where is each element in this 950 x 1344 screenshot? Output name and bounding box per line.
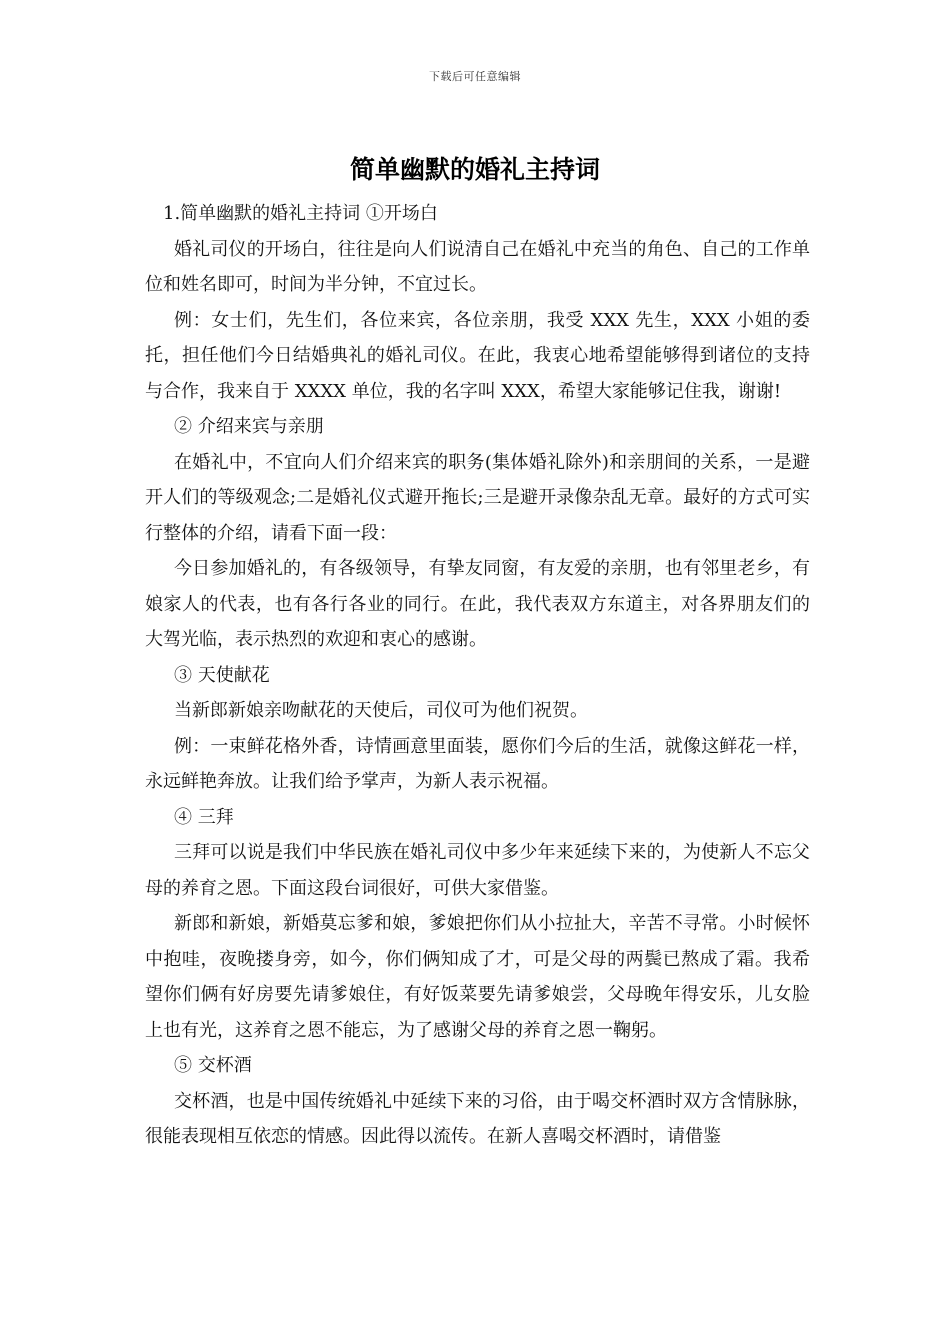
section-heading-flowers: ③ 天使献花 <box>174 664 270 686</box>
paragraph: 在婚礼中，不宜向人们介绍来宾的职务(集体婚礼除外)和亲朋间的关系，一是避开人们的等级观念;二是婚礼仪式避开拖长;三是避开录像杂乱无章。最好的方式可实行整体的介绍，请看下面一段： <box>145 451 810 544</box>
paragraph: 新郎和新娘，新婚莫忘爹和娘，爹娘把你们从小拉扯大，辛苦不寻常。小时候怀中抱哇，夜晚搂身旁，如今，你们俩知成了才，可是父母的两鬓已熬成了霜。我希望你们俩有好房要先请爹娘住，有好饭菜要先请爹娘尝，父母晚年得安乐，儿女脸上也有光，这养育之恩不能忘，为了感谢父母的养育之恩一鞠躬。 <box>145 913 810 1041</box>
paragraph: 三拜可以说是我们中华民族在婚礼司仪中多少年来延续下来的，为使新人不忘父母的养育之恩。下面这段台词很好，可供大家借鉴。 <box>145 842 810 899</box>
paragraph: 当新郎新娘亲吻献花的天使后，司仪可为他们祝贺。 <box>174 700 588 721</box>
section-heading-three-bows: ④ 三拜 <box>174 806 234 828</box>
document-body <box>145 196 810 1155</box>
example-paragraph: 例：一束鲜花格外香，诗情画意里面装，愿你们今后的生活，就像这鲜花一样，永远鲜艳奔放。让我们给予掌声，为新人表示祝福。 <box>145 735 810 792</box>
section-heading-opening: 1.简单幽默的婚礼主持词 ①开场白 <box>163 203 438 224</box>
section-heading-guests: ② 介绍来宾与亲朋 <box>174 416 324 437</box>
example-paragraph: 例：女士们，先生们，各位来宾，各位亲朋，我受 XXX 先生，XXX 小姐的委托，担任他们今日结婚典礼的婚礼司仪。在此，我衷心地希望能够得到诸位的支持与合作，我来自于 XXXX 单位，我的名字叫 XXX，希望大家能够记住我，谢谢! <box>145 309 810 402</box>
paragraph: 交杯酒，也是中国传统婚礼中延续下来的习俗，由于喝交杯酒时双方含情脉脉，很能表现相互依恋的情感。因此得以流传。在新人喜喝交杯酒时，请借鉴 <box>145 1090 810 1147</box>
document-title: 简单幽默的婚礼主持词 <box>349 155 600 184</box>
section-heading-wine: ⑤ 交杯酒 <box>174 1055 252 1076</box>
header-note: 下载后可任意编辑 <box>429 70 521 83</box>
paragraph: 婚礼司仪的开场白，往往是向人们说清自己在婚礼中充当的角色、自己的工作单位和姓名即可，时间为半分钟，不宜过长。 <box>145 238 810 295</box>
paragraph: 今日参加婚礼的，有各级领导，有挚友同窗，有友爱的亲朋，也有邻里老乡，有娘家人的代表，也有各行各业的同行。在此，我代表双方东道主，对各界朋友们的大驾光临，表示热烈的欢迎和衷心的感谢。 <box>145 558 810 650</box>
